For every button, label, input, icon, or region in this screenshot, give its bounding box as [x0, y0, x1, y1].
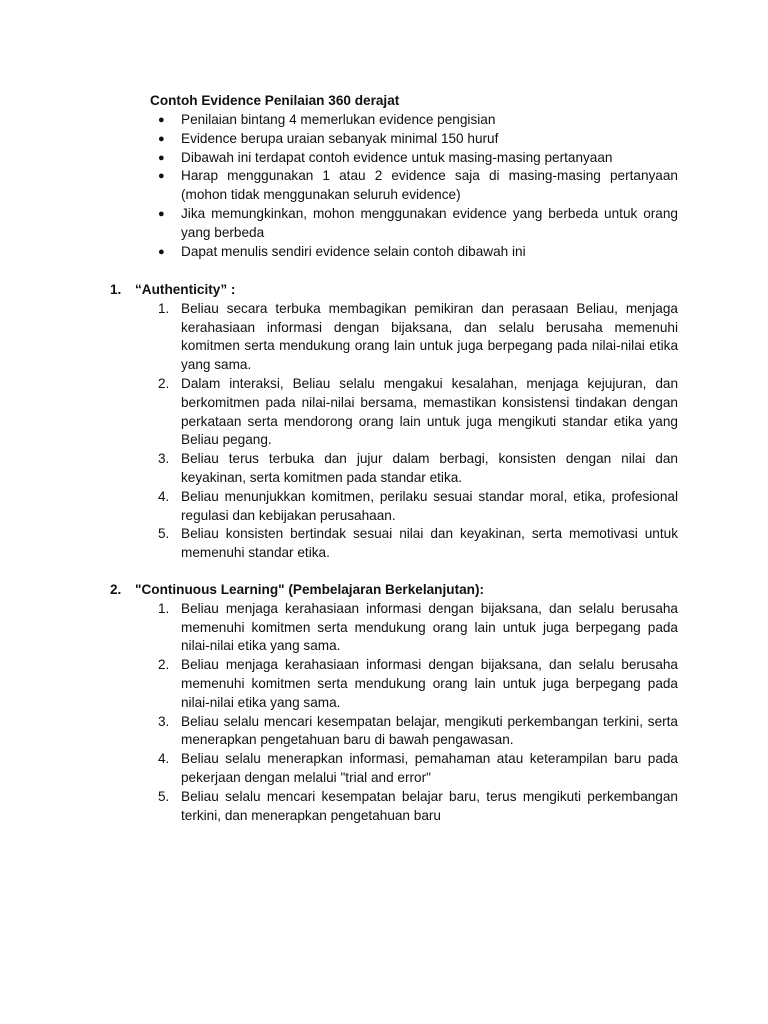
evidence-item — [158, 300, 678, 375]
evidence-text: Beliau selalu mencari kesempatan belajar baru, terus mengikuti perkembangan terkini, dan menerapkan pengetahuan baru — [181, 788, 678, 823]
evidence-number: 3. — [158, 713, 170, 729]
intro-bullet-list — [158, 111, 678, 261]
section-number: 2. — [110, 582, 122, 597]
evidence-text: Beliau menjaga kerahasiaan informasi dengan bijaksana, dan selalu berusaha memenuhi komitmen serta mendukung orang lain untuk juga berpegang pada nilai-nilai etika yang sama. — [181, 600, 678, 654]
section-heading — [110, 581, 678, 600]
evidence-number: 4. — [158, 488, 170, 504]
intro-bullet-text: Dibawah ini terdapat contoh evidence untuk masing-masing pertanyaan — [181, 149, 613, 165]
bullet-icon: ● — [158, 132, 165, 145]
evidence-list — [158, 600, 678, 826]
bullet-icon: ● — [158, 245, 165, 258]
evidence-item — [158, 375, 678, 450]
section-authenticity — [110, 281, 678, 563]
section-heading-text: “Authenticity” : — [135, 282, 236, 297]
evidence-text: Beliau konsisten bertindak sesuai nilai dan keyakinan, serta memotivasi untuk memenuhi standar etika. — [181, 526, 678, 561]
evidence-text: Dalam interaksi, Beliau selalu mengakui kesalahan, menjaga kejujuran, dan berkomitmen pada nilai-nilai bersama, memastikan konsistensi tindakan dengan perkataan serta mendorong orang lain untuk juga mengikuti standar etika yang Beliau pegang. — [181, 375, 678, 448]
evidence-text: Beliau menjaga kerahasiaan informasi dengan bijaksana, dan selalu berusaha memenuhi komitmen serta mendukung orang lain untuk juga berpegang pada nilai-nilai etika yang sama. — [181, 657, 678, 710]
evidence-text: Beliau selalu menerapkan informasi, pemahaman atau keterampilan baru pada pekerjaan dengan melalui "trial and error" — [181, 751, 678, 785]
document-title: Contoh Evidence Penilaian 360 derajat — [150, 93, 400, 108]
evidence-item — [158, 488, 678, 526]
intro-bullet-item — [158, 243, 678, 262]
intro-bullet-item — [158, 149, 678, 168]
bullet-icon: ● — [158, 151, 165, 164]
evidence-number: 5. — [158, 526, 170, 542]
intro-bullet-text: Harap menggunakan 1 atau 2 evidence saja di masing-masing pertanyaan (mohon tidak menggunakan seluruh evidence) — [181, 168, 678, 203]
section-number: 1. — [110, 282, 122, 297]
evidence-number: 2. — [158, 375, 170, 391]
evidence-text: Beliau terus terbuka dan jujur dalam berbagi, konsisten dengan nilai dan keyakinan, serta komitmen pada standar etika. — [181, 451, 678, 485]
evidence-item — [158, 525, 678, 563]
evidence-text: Beliau selalu mencari kesempatan belajar, mengikuti perkembangan terkini, serta menerapkan pengetahuan baru di bawah pengawasan. — [181, 713, 678, 748]
intro-bullet-text: Dapat menulis sendiri evidence selain contoh dibawah ini — [181, 243, 526, 259]
intro-bullet-text: Evidence berupa uraian sebanyak minimal 150 huruf — [181, 130, 499, 146]
section-heading-text: "Continuous Learning" (Pembelajaran Berkelanjutan): — [135, 582, 485, 597]
evidence-item — [158, 750, 678, 788]
evidence-number: 4. — [158, 751, 170, 767]
evidence-item — [158, 656, 678, 712]
evidence-number: 1. — [158, 300, 170, 316]
evidence-item — [158, 450, 678, 488]
evidence-number: 5. — [158, 788, 170, 804]
intro-bullet-item — [158, 130, 678, 149]
evidence-number: 2. — [158, 657, 170, 673]
bullet-icon: ● — [158, 170, 165, 183]
intro-bullet-text: Jika memungkinkan, mohon menggunakan evidence yang berbeda untuk orang yang berbeda — [181, 205, 678, 240]
section-continuous-learning — [110, 581, 678, 825]
intro-bullet-text: Penilaian bintang 4 memerlukan evidence pengisian — [181, 112, 496, 127]
intro-bullet-item — [158, 205, 678, 243]
evidence-text: Beliau secara terbuka membagikan pemikiran dan perasaan Beliau, menjaga kerahasiaan informasi dengan bijaksana, dan selalu berusaha memenuhi komitmen serta mendukung orang lain untuk juga berpegang pada nilai-nilai etika yang sama. — [181, 300, 678, 373]
intro-bullet-item — [158, 111, 678, 130]
evidence-item — [158, 600, 678, 656]
evidence-item — [158, 788, 678, 826]
intro-bullet-item — [158, 167, 678, 205]
section-heading — [110, 281, 678, 300]
evidence-number: 3. — [158, 451, 170, 467]
evidence-text: Beliau menunjukkan komitmen, perilaku sesuai standar moral, etika, profesional regulasi dan kebijakan perusahaan. — [181, 488, 678, 523]
bullet-icon: ● — [158, 207, 165, 220]
evidence-number: 1. — [158, 600, 170, 616]
evidence-list — [158, 300, 678, 563]
bullet-icon: ● — [158, 114, 165, 126]
evidence-item — [158, 713, 678, 751]
